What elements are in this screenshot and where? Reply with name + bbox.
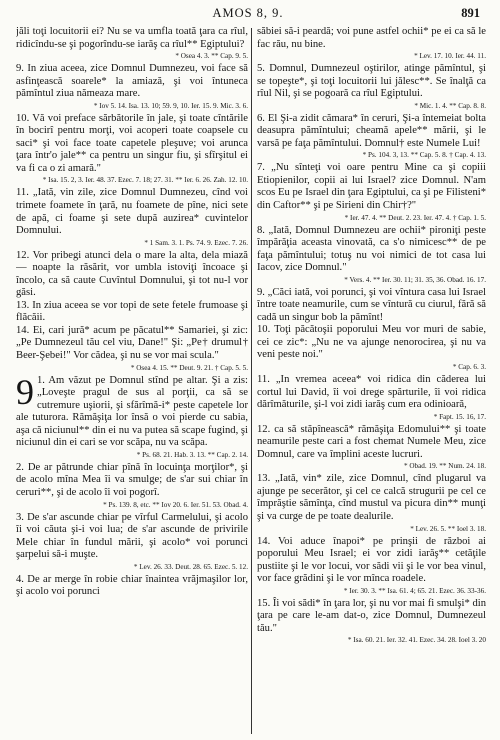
verse-text: 7. „Nu sînteţi voi oare pentru Mine ca şi copiii Etiopienilor, copii ai lui Israel? zice Domnul. N'am scos Eu pe Israel din ţara Egiptului, ca şi pe Filisteni* din Caftor** şi pe Sirieni din Chir†?": [257, 162, 486, 212]
cross-reference: * Ps. 139. 8, etc. ** Iov 20. 6. Ier. 51. 53. Obad. 4.: [103, 500, 248, 509]
cross-reference: * Cap. 6. 3.: [452, 363, 486, 372]
cross-reference: * Fapt. 15. 16, 17.: [433, 412, 486, 421]
verse-text: 15. Îi voi sădi* în ţara lor, şi nu vor mai fi smulşi* din ţara pe care le-am dat-o, zice Domnul, Dumnezeul tău.": [257, 597, 486, 634]
verse-text: 8. „Iată, Domnul Dumnezeu are ochii* pironiţi peste împărăţia aceasta vinovată, ca s'o nimicesc** de pe faţa pămîntului; totuş nu voi nimici de tot casa lui Iacov, zice Domnul.": [257, 224, 486, 274]
verse-text: 9. In ziua aceea, zice Domnul Dumnezeu, voi face să asfinţească soarele* la amiază, şi voi întuneca pămîntul ziua nămeaza mare.: [16, 63, 248, 100]
verse-text: 11. „In vremea aceea* voi ridica din căderea lui cortul lui David, îi voi drege spărturile, îi voi ridica dărîmăturile, şi-l voi zidi iarăş cum era odinioară,: [257, 374, 486, 411]
verse-text: 12. Vor pribegi atunci dela o mare la alta, dela miază — noapte la răsărit, vor umbla istoviţi încoace şi încolo, ca să caute Cuvîntul Domnului, şi tot nu-l vor găsi.: [16, 249, 248, 299]
cross-reference: * Isa. 15. 2, 3. Ier. 48. 37. Ezec. 7. 18; 27. 31. ** Ier. 6. 26. Zah. 12. 10.: [42, 176, 248, 185]
verse-text: 1. Am văzut pe Domnul stînd pe altar. Şi a zis: „Loveşte pragul de sus al porţii, ca să se cutremure uşiorii, şi sfărîmă-i* peste capetele lor ale tuturora. Rămăşiţa lor însă o voi pierde cu sabia, aşa că niciunul** din ei nu va putea să scape fugind, şi niciunul din ei cari se vor scăpa, nu va scăpa.: [16, 374, 248, 449]
cross-reference: * Ier. 47. 4. ** Deut. 2. 23. Ier. 47. 4. † Cap. 1. 5.: [344, 213, 486, 222]
verse-text: 13. „Iată, vin* zile, zice Domnul, cînd plugarul va ajunge pe secerător, şi cel ce calcă strugurii pe cel ce împrăştie sămînţa, cînd mustul va picura din** munţi şi va curge de pe toate dealurile.: [257, 473, 486, 522]
cross-reference: * Isa. 60. 21. Ier. 32. 41. Ezec. 34. 28. Ioel 3. 20: [347, 636, 486, 645]
verse-text: 10. Vă voi preface sărbătorile în jale, şi toate cîntările în bocirî pentru morţi, voi acoperi toate coapsele cu saci* şi voi face toate capetele pleşuve; voi arunca ţara într'o jale** ca pentru un singur fiu, şi sfîrşitul ei va fi ca o zi amară.": [16, 112, 248, 174]
cross-reference: * Lev. 17. 10. Ier. 44. 11.: [414, 52, 486, 61]
verse-text: 6. El Şi-a zidit cămara* în ceruri, Şi-a întemeiat bolta deasupra pămîntului; cheamă apele** mării, şi le varsă pe faţa pămîntului. Domnul† este Numele Lui!: [257, 112, 486, 149]
cross-reference: * Vers. 4. ** Ier. 30. 11; 31. 35, 36. Obad. 16. 17.: [344, 275, 486, 284]
column-divider: [251, 28, 252, 734]
cross-reference: * Lev. 26. 5. ** Ioel 3. 18.: [410, 524, 486, 533]
verse-text: jăli toţi locuitorii ei? Nu se va umfla toată ţara ca rîul, ridicîndu-se şi pogorîndu-se iarăş ca rîul** Egiptului?: [16, 26, 248, 50]
verse-text: 9. „Căci iată, voi porunci, şi voi vîntura casa lui Israel între toate neamurile, cum se vîntură cu ciurul, fără să cadă un singur bob la pămînt!: [257, 286, 486, 323]
cross-reference: * Iov 5. 14. Isa. 13. 10; 59. 9, 10. Ier. 15. 9. Mic. 3. 6.: [93, 101, 248, 110]
verse-text: 3. De s'ar ascunde chiar pe vîrful Carmelului, şi acolo îi voi căuta şi-i voi lua; de s'ar ascunde de privirile Mele chiar în fundul mării, şi acolo* voi porunci şarpelui să-i muşte.: [16, 511, 248, 561]
verse-text: săbiei să-i peardă; voi pune astfel ochii* pe ei ca să le fac rău, nu bine.: [257, 26, 486, 50]
page-number: 891: [461, 6, 480, 20]
verse-text: 12. ca să stăpînească* rămăşiţa Edomului** şi toate neamurile peste cari a fost chemat Numele Meu, zice Domnul, care va împlini aceste lucruri.: [257, 423, 486, 460]
cross-reference: * Osea 4. 3. ** Cap. 9. 5.: [175, 52, 248, 61]
cross-reference: * Ier. 30. 3. ** Isa. 61. 4; 65. 21. Ezec. 36. 33-36.: [343, 586, 486, 595]
chapter-start: [16, 375, 248, 450]
page-header: [16, 6, 480, 24]
left-column: [16, 26, 248, 734]
verse-text: 14. Voi aduce înapoi* pe prinşii de război ai poporului Meu Israel; ei vor zidi iarăş** cetăţile pustiite şi le vor locui, vor sădi vii şi le vor bea vinul, vor face grădini şi le vor mînca roadele.: [257, 535, 486, 585]
running-title: AMOS 8, 9.: [212, 6, 284, 20]
verse-text: 11. „Iată, vin zile, zice Domnul Dumnezeu, cînd voi trimete foamete în ţară, nu foamete de pîne, nici sete de apă, ci foame şi sete după auzirea* cuvintelor Domnului.: [16, 187, 248, 237]
verse-text: 2. De ar pătrunde chiar pînă în locuinţa morţilor*, şi de acolo mîna Mea îi va smulge; de s'ar sui chiar în ceruri**, şi de acolo îi voi pogorî.: [16, 461, 248, 498]
cross-reference: * Obad. 19. ** Num. 24. 18.: [403, 462, 486, 471]
verse-text: 5. Domnul, Dumnezeul oştirilor, atinge pămîntul, şi se topeşte*, şi toţi locuitorii lui jălesc**. Se înalţă ca rîul Nil, şi se pogoară ca rîul Egiptului.: [257, 63, 486, 100]
verse-text: 10. Toţi păcătoşii poporului Meu vor muri de sabie, cei ce zic*: „Nu ne va ajunge nenorocirea, şi nu va veni peste noi.": [257, 324, 486, 361]
verse-text: 4. De ar merge în robie chiar înaintea vrăjmaşilor lor, şi acolo voi porunci: [16, 573, 248, 598]
cross-reference: * Lev. 26. 33. Deut. 28. 65. Ezec. 5. 12.: [133, 562, 248, 571]
cross-reference: * Osea 4. 15. ** Deut. 9. 21. † Cap. 5. 5.: [130, 363, 248, 372]
right-column: [257, 26, 486, 734]
cross-reference: * Ps. 68. 21. Hab. 3. 13. ** Cap. 2. 14.: [136, 450, 248, 459]
chapter-number: 9: [16, 374, 34, 412]
cross-reference: * Ps. 104. 3, 13. ** Cap. 5. 8. † Cap. 4. 13.: [362, 151, 486, 160]
cross-reference: * Mic. 1. 4. ** Cap. 8. 8.: [414, 101, 486, 110]
verse-text: 14. Ei, cari jură* acum pe păcatul** Samariei, şi zic: „Pe Dumnezeul tău cel viu, Dane!" Şi: „Pe† drumul† Beer-Şebei!" Vor cădea, şi nu se vor mai scula.": [16, 324, 248, 362]
cross-reference: * 1 Sam. 3. 1. Ps. 74. 9. Ezec. 7. 26.: [144, 238, 248, 247]
verse-text: 13. In ziua aceea se vor topi de sete fetele frumoase şi flăcăii.: [16, 299, 248, 324]
